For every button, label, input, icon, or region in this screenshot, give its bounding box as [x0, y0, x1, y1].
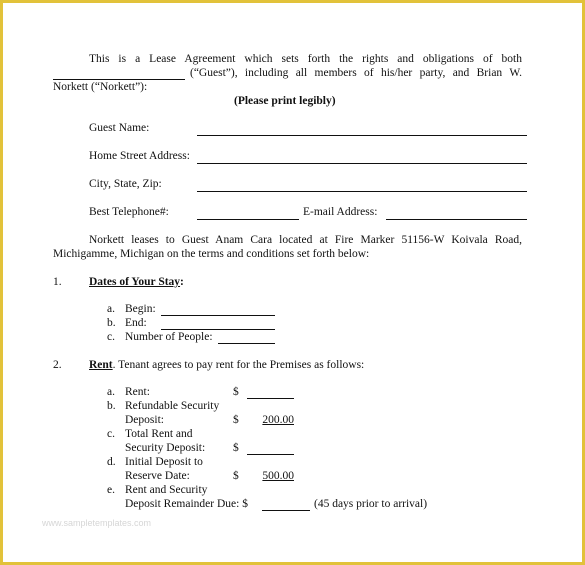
total-dollar: $: [233, 442, 239, 454]
section-1-title: Dates of Your Stay: [89, 276, 181, 288]
deposit-label-2: Deposit:: [125, 414, 164, 426]
remainder-label-2: Deposit Remainder Due: $: [125, 498, 248, 510]
initial-deposit-value: 500.00: [262, 470, 294, 482]
deposit-label-1: Refundable Security: [125, 400, 220, 412]
section-1-number: 1.: [53, 276, 62, 288]
section-2-number: 2.: [53, 359, 62, 371]
email-label: E-mail Address:: [303, 206, 378, 218]
deposit-dollar: $: [233, 414, 239, 426]
guest-name-label: Guest Name:: [89, 122, 150, 134]
people-label: Number of People:: [125, 331, 213, 343]
total-field[interactable]: [247, 454, 294, 455]
section-1-colon: :: [180, 276, 184, 288]
best-phone-label: Best Telephone#:: [89, 206, 169, 218]
remainder-letter: e.: [107, 484, 115, 496]
intro-line-1: This is a Lease Agreement which sets forth the rights and obligations of both: [89, 53, 522, 65]
guest-name-field[interactable]: [197, 135, 527, 136]
rent-field[interactable]: [247, 398, 294, 399]
total-label-2: Security Deposit:: [125, 442, 206, 454]
section-2-heading: [89, 359, 364, 371]
city-state-zip-field[interactable]: [197, 191, 527, 192]
lease-line-2: Michigamme, Michigan on the terms and conditions set forth below:: [53, 248, 370, 260]
end-field[interactable]: [161, 329, 275, 330]
begin-label: Begin:: [125, 303, 156, 315]
deposit-value: 200.00: [262, 414, 294, 426]
home-street-label: Home Street Address:: [89, 150, 190, 162]
lease-line-1: Norkett leases to Guest Anam Cara located at Fire Marker 51156-W Koivala Road,: [89, 234, 522, 246]
deposit-letter: b.: [107, 400, 116, 412]
remainder-label-1: Rent and Security: [125, 484, 208, 496]
section-1-heading: [89, 276, 184, 288]
total-label-1: Total Rent and: [125, 428, 193, 440]
intro-line-2: (“Guest”), including all members of his/her party, and Brian W.: [190, 67, 522, 79]
people-letter: c.: [107, 331, 115, 343]
print-note: (Please print legibly): [234, 95, 336, 107]
initial-deposit-label-1: Initial Deposit to: [125, 456, 203, 468]
end-letter: b.: [107, 317, 116, 329]
people-field[interactable]: [218, 343, 275, 344]
guest-name-blank[interactable]: [53, 79, 185, 80]
remainder-note: (45 days prior to arrival): [314, 498, 428, 510]
rent-label: Rent:: [125, 386, 150, 398]
intro-line-3: Norkett (“Norkett”):: [53, 81, 148, 93]
initial-deposit-letter: d.: [107, 456, 116, 468]
initial-deposit-label-2: Reserve Date:: [125, 470, 190, 482]
rent-letter: a.: [107, 386, 115, 398]
home-street-field[interactable]: [197, 163, 527, 164]
watermark: www.sampletemplates.com: [42, 518, 152, 528]
begin-field[interactable]: [161, 315, 275, 316]
best-phone-field[interactable]: [197, 219, 299, 220]
total-letter: c.: [107, 428, 115, 440]
section-2-title: Rent: [89, 359, 113, 371]
email-field[interactable]: [386, 219, 527, 220]
initial-deposit-dollar: $: [233, 470, 239, 482]
city-state-zip-label: City, State, Zip:: [89, 178, 162, 190]
section-2-text: . Tenant agrees to pay rent for the Premises as follows:: [112, 359, 365, 371]
rent-dollar: $: [233, 386, 239, 398]
end-label: End:: [125, 317, 147, 329]
remainder-field[interactable]: [262, 510, 310, 511]
begin-letter: a.: [107, 303, 115, 315]
